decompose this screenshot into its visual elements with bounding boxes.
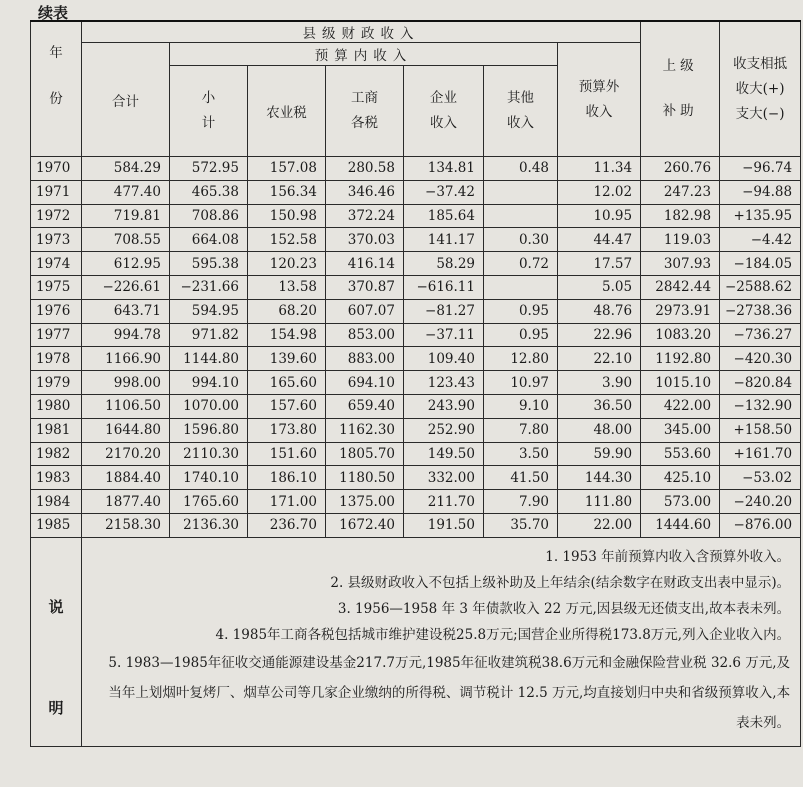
cell-total: 1166.90 (82, 347, 170, 371)
cell-other: 12.80 (484, 347, 558, 371)
cell-other: 0.95 (484, 323, 558, 347)
cell-extra: 36.50 (558, 394, 641, 418)
header-agri-tax: 农业税 (248, 66, 326, 157)
continued-label: 续表 (38, 4, 69, 22)
county-revenue-table (30, 20, 801, 747)
cell-total: 643.71 (82, 299, 170, 323)
cell-extra: 22.96 (558, 323, 641, 347)
cell-balance: −96.74 (720, 157, 801, 181)
note-item: 4. 1985年工商各税包括城市维护建设税25.8万元;国营企业所得税173.8万元,列入企业收入内。 (215, 626, 791, 643)
cell-agri: 154.98 (248, 323, 326, 347)
cell-total: 2158.30 (82, 513, 170, 537)
cell-total: 719.81 (82, 204, 170, 228)
header-ent-income: 企业 收入 (404, 66, 484, 157)
table-body (31, 157, 801, 538)
cell-subtotal: 465.38 (170, 180, 248, 204)
cell-extra: 3.90 (558, 371, 641, 395)
cell-extra: 22.10 (558, 347, 641, 371)
cell-subsidy: 182.98 (641, 204, 720, 228)
cell-ent: −81.27 (404, 299, 484, 323)
cell-ent: 252.90 (404, 418, 484, 442)
header-year: 年 份 (31, 21, 82, 157)
cell-ind: 853.00 (326, 323, 404, 347)
cell-subtotal: 994.10 (170, 371, 248, 395)
cell-total: 994.78 (82, 323, 170, 347)
cell-total: 998.00 (82, 371, 170, 395)
table-row (31, 204, 801, 228)
cell-ind: 372.24 (326, 204, 404, 228)
cell-year: 1971 (31, 180, 82, 204)
cell-year: 1978 (31, 347, 82, 371)
cell-subsidy: 247.23 (641, 180, 720, 204)
cell-subsidy: 1015.10 (641, 371, 720, 395)
note-item: 1. 1953 年前预算内收入含预算外收入。 (545, 548, 791, 565)
cell-subtotal: 1765.60 (170, 490, 248, 514)
cell-balance: −132.90 (720, 394, 801, 418)
cell-ind: 416.14 (326, 252, 404, 276)
cell-extra: 12.02 (558, 180, 641, 204)
cell-agri: 173.80 (248, 418, 326, 442)
cell-subsidy: 425.10 (641, 466, 720, 490)
cell-subtotal: 595.38 (170, 252, 248, 276)
cell-subtotal: 2136.30 (170, 513, 248, 537)
cell-other (484, 180, 558, 204)
cell-subtotal: 664.08 (170, 228, 248, 252)
cell-other (484, 275, 558, 299)
table-row (31, 442, 801, 466)
cell-balance: +135.95 (720, 204, 801, 228)
cell-other: 10.97 (484, 371, 558, 395)
cell-subtotal: 1144.80 (170, 347, 248, 371)
cell-balance: −820.84 (720, 371, 801, 395)
cell-other: 7.80 (484, 418, 558, 442)
table-row (31, 180, 801, 204)
cell-agri: 152.58 (248, 228, 326, 252)
cell-balance: −2588.62 (720, 275, 801, 299)
cell-subsidy: 2973.91 (641, 299, 720, 323)
cell-agri: 156.34 (248, 180, 326, 204)
cell-ent: 141.17 (404, 228, 484, 252)
cell-agri: 165.60 (248, 371, 326, 395)
cell-total: 477.40 (82, 180, 170, 204)
header-subtotal: 小 计 (170, 66, 248, 157)
cell-extra: 22.00 (558, 513, 641, 537)
table-row (31, 299, 801, 323)
cell-subsidy: 422.00 (641, 394, 720, 418)
cell-total: 1106.50 (82, 394, 170, 418)
table-row (31, 275, 801, 299)
cell-ent: 191.50 (404, 513, 484, 537)
cell-other (484, 204, 558, 228)
cell-agri: 151.60 (248, 442, 326, 466)
table-row (31, 323, 801, 347)
cell-agri: 13.58 (248, 275, 326, 299)
cell-subtotal: 1070.00 (170, 394, 248, 418)
cell-ent: 149.50 (404, 442, 484, 466)
cell-subsidy: 1083.20 (641, 323, 720, 347)
cell-subsidy: 553.60 (641, 442, 720, 466)
cell-year: 1974 (31, 252, 82, 276)
cell-ind: 1672.40 (326, 513, 404, 537)
cell-year: 1973 (31, 228, 82, 252)
cell-ind: 280.58 (326, 157, 404, 181)
cell-balance: −240.20 (720, 490, 801, 514)
cell-extra: 44.47 (558, 228, 641, 252)
cell-ent: 109.40 (404, 347, 484, 371)
cell-total: 2170.20 (82, 442, 170, 466)
table-row (31, 371, 801, 395)
header-total: 合计 (82, 43, 170, 157)
cell-ind: 370.03 (326, 228, 404, 252)
cell-ind: 346.46 (326, 180, 404, 204)
cell-extra: 10.95 (558, 204, 641, 228)
notes-content (82, 537, 801, 746)
cell-balance: −94.88 (720, 180, 801, 204)
cell-year: 1981 (31, 418, 82, 442)
cell-other: 35.70 (484, 513, 558, 537)
cell-subsidy: 1192.80 (641, 347, 720, 371)
cell-subsidy: 119.03 (641, 228, 720, 252)
cell-agri: 157.60 (248, 394, 326, 418)
cell-ent: 123.43 (404, 371, 484, 395)
cell-year: 1977 (31, 323, 82, 347)
cell-subtotal: 1596.80 (170, 418, 248, 442)
table-row (31, 394, 801, 418)
cell-extra: 111.80 (558, 490, 641, 514)
cell-balance: −4.42 (720, 228, 801, 252)
cell-ind: 607.07 (326, 299, 404, 323)
header-county-revenue: 县级财政收入 (82, 21, 641, 43)
cell-subtotal: 594.95 (170, 299, 248, 323)
cell-total: 584.29 (82, 157, 170, 181)
table-row (31, 490, 801, 514)
cell-ent: 211.70 (404, 490, 484, 514)
cell-ent: 185.64 (404, 204, 484, 228)
cell-ind: 883.00 (326, 347, 404, 371)
cell-agri: 150.98 (248, 204, 326, 228)
header-extra-budget: 预算外 收入 (558, 43, 641, 157)
cell-subtotal: 971.82 (170, 323, 248, 347)
cell-extra: 144.30 (558, 466, 641, 490)
cell-total: 1877.40 (82, 490, 170, 514)
cell-subtotal: 1740.10 (170, 466, 248, 490)
cell-year: 1972 (31, 204, 82, 228)
table-row (31, 228, 801, 252)
cell-other: 0.72 (484, 252, 558, 276)
header-ind-tax: 工商 各税 (326, 66, 404, 157)
cell-year: 1983 (31, 466, 82, 490)
cell-other: 7.90 (484, 490, 558, 514)
cell-subsidy: 2842.44 (641, 275, 720, 299)
cell-subtotal: 572.95 (170, 157, 248, 181)
cell-other: 41.50 (484, 466, 558, 490)
table-row (31, 418, 801, 442)
cell-extra: 48.00 (558, 418, 641, 442)
cell-ent: −37.11 (404, 323, 484, 347)
cell-year: 1980 (31, 394, 82, 418)
cell-ind: 694.10 (326, 371, 404, 395)
cell-other: 3.50 (484, 442, 558, 466)
cell-extra: 5.05 (558, 275, 641, 299)
cell-extra: 48.76 (558, 299, 641, 323)
cell-total: 1884.40 (82, 466, 170, 490)
cell-ent: −37.42 (404, 180, 484, 204)
note-item: 3. 1956—1958 年 3 年债款收入 22 万元,因县级无还债支出,故本表未列。 (337, 600, 791, 617)
cell-year: 1984 (31, 490, 82, 514)
cell-other: 9.10 (484, 394, 558, 418)
cell-balance: +161.70 (720, 442, 801, 466)
table-row (31, 347, 801, 371)
cell-balance: −184.05 (720, 252, 801, 276)
header-balance: 收支相抵 收大(+) 支大(−) (720, 21, 801, 157)
cell-subtotal: 2110.30 (170, 442, 248, 466)
cell-agri: 157.08 (248, 157, 326, 181)
cell-ent: 243.90 (404, 394, 484, 418)
cell-extra: 59.90 (558, 442, 641, 466)
cell-extra: 17.57 (558, 252, 641, 276)
cell-ent: 134.81 (404, 157, 484, 181)
header-other-income: 其他 收入 (484, 66, 558, 157)
cell-subsidy: 260.76 (641, 157, 720, 181)
cell-total: 708.55 (82, 228, 170, 252)
notes-label: 说 明 (31, 537, 82, 746)
cell-subsidy: 307.93 (641, 252, 720, 276)
cell-ent: 332.00 (404, 466, 484, 490)
cell-subsidy: 573.00 (641, 490, 720, 514)
cell-balance: −2738.36 (720, 299, 801, 323)
cell-year: 1982 (31, 442, 82, 466)
cell-year: 1975 (31, 275, 82, 299)
table-row (31, 157, 801, 181)
cell-subsidy: 345.00 (641, 418, 720, 442)
header-budget-in: 预算内收入 (170, 43, 558, 66)
cell-subtotal: 708.86 (170, 204, 248, 228)
cell-year: 1976 (31, 299, 82, 323)
cell-other: 0.48 (484, 157, 558, 181)
cell-agri: 236.70 (248, 513, 326, 537)
cell-total: −226.61 (82, 275, 170, 299)
cell-total: 1644.80 (82, 418, 170, 442)
cell-other: 0.30 (484, 228, 558, 252)
note-item: 5. 1983—1985年征收交通能源建设基金217.7万元,1985年征收建筑税38.6万元和金融保险营业税 32.6 万元,及当年上划烟叶复烤厂、烟草公司等几家企业缴纳的所得税、调节税计 12.5 万元,均直接划归中央和省级预算收入,本表未列。 (108, 654, 791, 731)
cell-ent: −616.11 (404, 275, 484, 299)
cell-agri: 120.23 (248, 252, 326, 276)
header-subsidy: 上级 补助 (641, 21, 720, 157)
cell-agri: 186.10 (248, 466, 326, 490)
cell-extra: 11.34 (558, 157, 641, 181)
cell-ind: 1805.70 (326, 442, 404, 466)
cell-ind: 659.40 (326, 394, 404, 418)
cell-total: 612.95 (82, 252, 170, 276)
cell-subtotal: −231.66 (170, 275, 248, 299)
table-row (31, 466, 801, 490)
cell-ind: 370.87 (326, 275, 404, 299)
cell-balance: −420.30 (720, 347, 801, 371)
cell-agri: 171.00 (248, 490, 326, 514)
cell-ind: 1180.50 (326, 466, 404, 490)
cell-year: 1979 (31, 371, 82, 395)
table-row (31, 513, 801, 537)
cell-other: 0.95 (484, 299, 558, 323)
cell-agri: 139.60 (248, 347, 326, 371)
table-row (31, 252, 801, 276)
cell-balance: −736.27 (720, 323, 801, 347)
note-item: 2. 县级财政收入不包括上级补助及上年结余(结余数字在财政支出表中显示)。 (330, 574, 791, 591)
cell-agri: 68.20 (248, 299, 326, 323)
cell-ent: 58.29 (404, 252, 484, 276)
cell-balance: +158.50 (720, 418, 801, 442)
cell-year: 1970 (31, 157, 82, 181)
cell-ind: 1375.00 (326, 490, 404, 514)
cell-balance: −53.02 (720, 466, 801, 490)
cell-year: 1985 (31, 513, 82, 537)
cell-ind: 1162.30 (326, 418, 404, 442)
cell-balance: −876.00 (720, 513, 801, 537)
cell-subsidy: 1444.60 (641, 513, 720, 537)
